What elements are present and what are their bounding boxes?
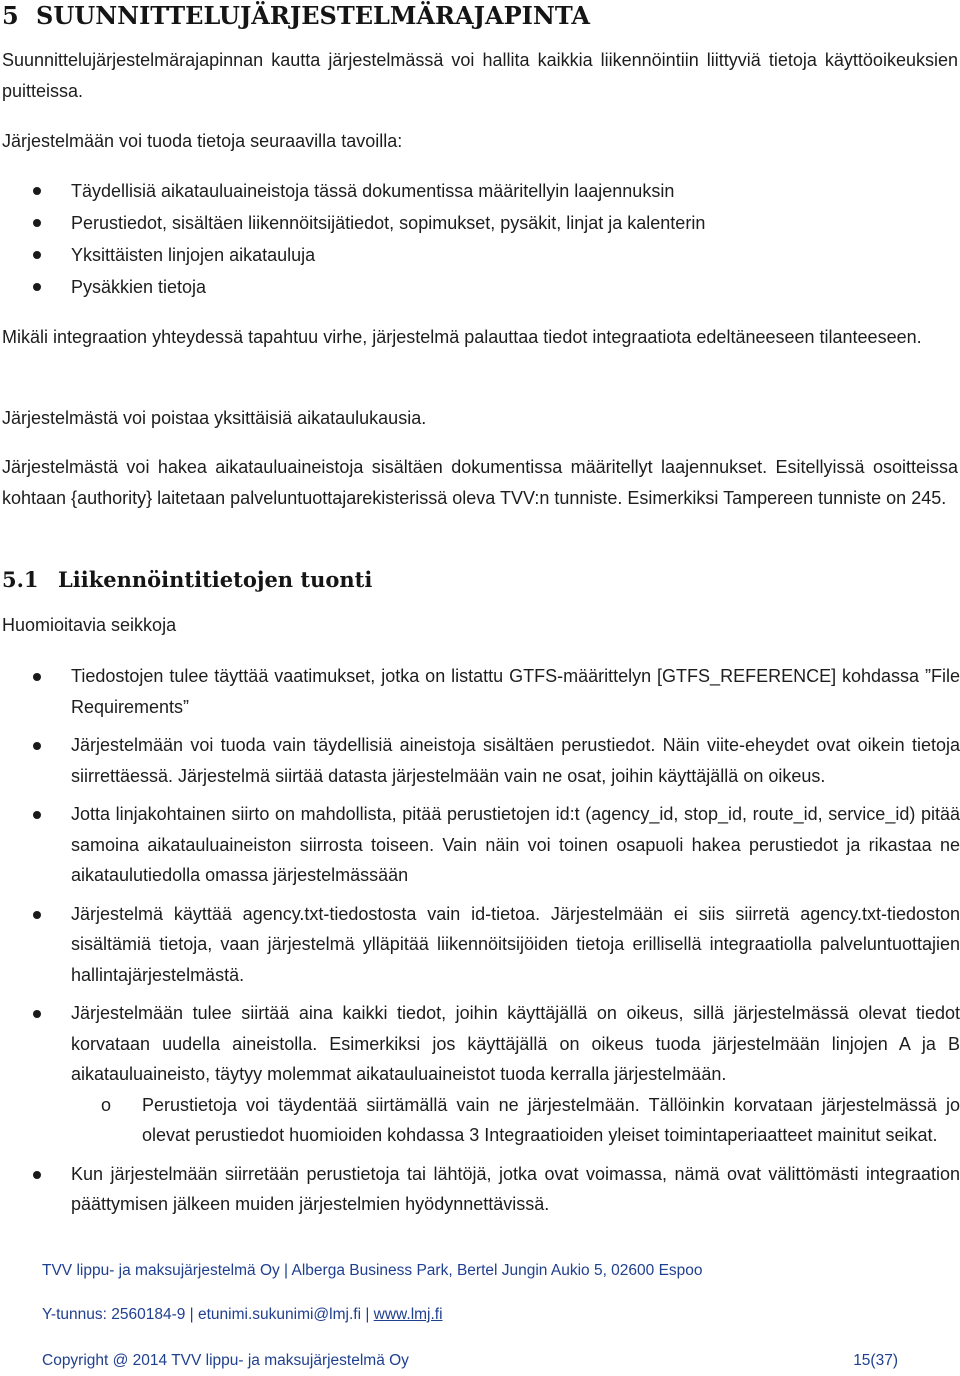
sub-list-item bbox=[0, 1090, 960, 1151]
bullet-icon bbox=[33, 219, 41, 227]
bullet-icon bbox=[33, 673, 41, 681]
import-lead: Järjestelmään voi tuoda tietoja seuraavilla tavoilla: bbox=[2, 131, 403, 151]
list-item bbox=[0, 661, 960, 722]
bullet-icon bbox=[33, 283, 41, 291]
list-item bbox=[0, 1159, 960, 1220]
copyright-text: Copyright @ 2014 TVV lippu- ja maksujärjestelmä Oy bbox=[42, 1352, 409, 1369]
page-number: 15(37) bbox=[853, 1352, 898, 1369]
footer-copyright-row bbox=[42, 1351, 898, 1371]
item-text: Tiedostojen tulee täyttää vaatimukset, jotka on listattu GTFS-määrittelyn [GTFS_REFERENCE] kohdassa ”File Requirements” bbox=[71, 666, 960, 717]
bullet-icon bbox=[33, 811, 41, 819]
section-heading bbox=[2, 564, 372, 596]
h2-title: Liikennöintitietojen tuonti bbox=[58, 567, 373, 592]
bullet-icon bbox=[33, 911, 41, 919]
item-text: Jotta linjakohtainen siirto on mahdollista, pitää perustietojen id:t (agency_id, stop_id, route_id, service_id) pitää samoina aikatauluaineiston siirrosta toiseen. Vain näin voi toinen osapuoli hakea perustiedot ja rikastaa ne aikataulutiedolla omassa järjestelmässään bbox=[71, 804, 960, 885]
circle-bullet-icon: o bbox=[101, 1094, 112, 1115]
list-item bbox=[0, 899, 960, 991]
item-text: Järjestelmään voi tuoda vain täydellisiä aineistoja sisältäen perustiedot. Näin viite-eheydet ovat oikein tietoja siirrettäessä. Järjestelmä siirtää datasta järjestelmään vain ne osat, joihin käyttäjällä on oikeus. bbox=[71, 735, 960, 786]
item-text: Perustietoja voi täydentää siirtämällä vain ne järjestelmään. Tällöinkin korvataan järjestelmässä jo olevat perustiedot huomioiden kohdassa 3 Integraatioiden yleiset toimintaperiaatteet mainitut seikat. bbox=[142, 1094, 960, 1145]
notes-title: Huomioitavia seikkoja bbox=[2, 615, 177, 635]
item-text: Yksittäisten linjojen aikatauluja bbox=[71, 245, 316, 265]
bullet-icon bbox=[33, 1010, 41, 1018]
list-item bbox=[0, 271, 960, 303]
item-text: Järjestelmään tulee siirtää aina kaikki tiedot, joihin käyttäjällä on oikeus, sillä järjestelmässä olevat tiedot korvataan uudella aineistolla. Esimerkiksi jos käyttäjällä on oikeus tuoda järjestelmään linjojen A ja B aikatauluaineisto, täytyy molemmat aikatauluaineistot tuoda kerralla järjestelmään. bbox=[71, 1003, 960, 1084]
item-text: Pysäkkien tietoja bbox=[71, 277, 207, 297]
import-list bbox=[0, 175, 960, 303]
footer-id-email: Y-tunnus: 2560184-9 | etunimi.sukunimi@lmj.fi | bbox=[42, 1306, 374, 1323]
chapter-heading bbox=[2, 0, 958, 32]
list-item bbox=[0, 239, 960, 271]
website-link[interactable]: www.lmj.fi bbox=[373, 1306, 443, 1323]
list-item bbox=[0, 998, 960, 1090]
list-item bbox=[0, 799, 960, 891]
item-text: Järjestelmä käyttää agency.txt-tiedostosta vain id-tietoa. Järjestelmään ei siis siirretä agency.txt-tiedoston sisältämiä tietoja, vaan järjestelmä ylläpitää liikennöitsijöiden tietoja erillisellä integraatiolla palveluntuottajien hallintajärjestelmästä. bbox=[71, 903, 960, 985]
h2-number: 5.1 bbox=[2, 567, 39, 592]
bullet-icon bbox=[33, 742, 41, 750]
item-text: Perustiedot, sisältäen liikennöitsijätiedot, sopimukset, pysäkit, linjat ja kalenterin bbox=[71, 213, 706, 233]
delete-paragraph: Järjestelmästä voi poistaa yksittäisiä aikataulukausia. bbox=[2, 408, 427, 428]
fetch-paragraph: Järjestelmästä voi hakea aikatauluaineistoja sisältäen dokumentissa määritellyt laajennukset. Esitellyissä osoitteissa kohtaan {authority} laitetaan palveluntuottajarekisterissä oleva TVV:n tunniste. Esimerkiksi Tampereen tunniste on 245. bbox=[2, 457, 958, 508]
list-item bbox=[0, 730, 960, 791]
bullet-icon bbox=[33, 1171, 41, 1179]
bullet-icon bbox=[33, 251, 41, 259]
notes-list bbox=[0, 661, 960, 1220]
item-text: Kun järjestelmään siirretään perustietoja tai lähtöjä, jotka ovat voimassa, nämä ovat välittömästi integraation päättymisen jälkeen muiden järjestelmien hyödynnettävissä. bbox=[71, 1163, 960, 1214]
footer-company: TVV lippu- ja maksujärjestelmä Oy | Alberga Business Park, Bertel Jungin Aukio 5, 02600 Espoo bbox=[42, 1262, 703, 1279]
intro-paragraph: Suunnittelujärjestelmärajapinnan kautta järjestelmässä voi hallita kaikkia liikennöintiin liittyviä tietoja käyttöoikeuksien puitteissa. bbox=[2, 50, 958, 101]
item-text: Täydellisiä aikatauluaineistoja tässä dokumentissa määritellyin laajennuksin bbox=[71, 181, 675, 201]
error-paragraph: Mikäli integraation yhteydessä tapahtuu virhe, järjestelmä palauttaa tiedot integraatiota edeltäneeseen tilanteeseen. bbox=[2, 327, 922, 347]
h1-number: 5 bbox=[2, 1, 19, 30]
bullet-icon bbox=[33, 187, 41, 195]
list-item bbox=[0, 175, 960, 207]
footer-contact bbox=[42, 1305, 443, 1325]
list-item bbox=[0, 207, 960, 239]
h1-title: SUUNNITTELUJÄRJESTELMÄRAJAPINTA bbox=[36, 1, 590, 30]
